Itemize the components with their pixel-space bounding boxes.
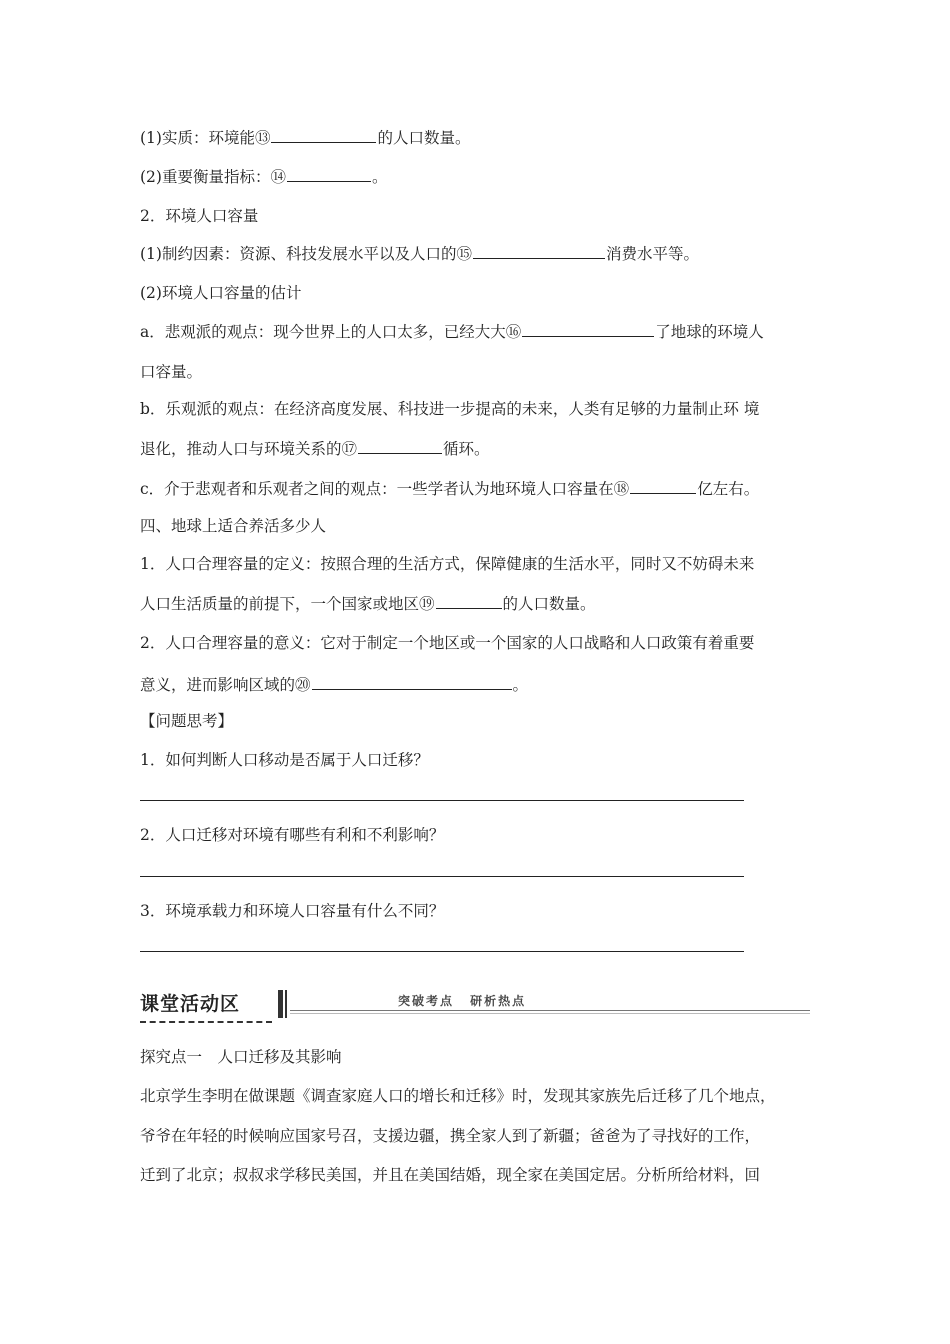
line-3: 2．环境人口容量: [140, 207, 259, 225]
text: 人口生活质量的前提下，一个国家或地区⑲: [140, 595, 435, 613]
text: (1)制约因素：资源、科技发展水平以及人口的⑮: [140, 245, 472, 263]
text: 循环。: [443, 440, 490, 458]
question-3: 3．环境承载力和环境人口容量有什么不同？: [140, 902, 445, 920]
line-9: [140, 439, 490, 459]
text: 退化，推动人口与环境关系的⑰: [140, 440, 358, 458]
line-10: [140, 479, 759, 499]
banner-title: [140, 991, 278, 1017]
line-8: b．乐观派的观点：在经济高度发展、科技进一步提高的未来，人类有足够的力量制止环 境: [140, 400, 760, 418]
text: c．介于悲观者和乐观者之间的观点：一些学者认为地环境人口容量在⑱: [140, 480, 630, 498]
fill-blank-15[interactable]: [473, 244, 605, 259]
line-7: 口容量。: [140, 363, 203, 381]
text: 。: [371, 168, 388, 186]
banner-title-text: 课堂活动区: [140, 993, 241, 1015]
subsection-heading: 探究点一 人口迁移及其影响: [140, 1048, 342, 1066]
answer-line-2[interactable]: [140, 876, 744, 877]
text: 亿左右。: [697, 480, 760, 498]
line-12: 1．人口合理容量的定义：按照合理的生活方式，保障健康的生活水平，同时又不妨碍未来: [140, 555, 755, 573]
banner-rule: [290, 1013, 810, 1014]
fill-blank-16[interactable]: [522, 322, 654, 337]
text: (2)重要衡量指标：⑭: [140, 168, 286, 186]
line-4: [140, 244, 699, 264]
text: 。: [512, 676, 529, 694]
question-1: 1．如何判断人口移动是否属于人口迁移？: [140, 751, 429, 769]
text: (1)实质：环境能⑬: [140, 129, 271, 147]
answer-line-3[interactable]: [140, 951, 744, 952]
banner-divider: [285, 990, 287, 1018]
paragraph-line: 北京学生李明在做课题《调查家庭人口的增长和迁移》时，发现其家族先后迁移了几个地点，: [140, 1087, 776, 1105]
question-2: 2．人口迁移对环境有哪些有利和不利影响？: [140, 826, 445, 844]
line-14: 2．人口合理容量的意义：它对于制定一个地区或一个国家的人口战略和人口政策有着重要: [140, 634, 755, 652]
line-13: [140, 594, 596, 614]
banner-subtitle: 突破考点 研析热点: [398, 994, 527, 1008]
line-5: (2)环境人口容量的估计: [140, 284, 302, 302]
fill-blank-17[interactable]: [358, 439, 442, 454]
text: 意义，进而影响区域的⑳: [140, 676, 311, 694]
fill-blank-20[interactable]: [312, 675, 512, 690]
banner-divider: [278, 990, 283, 1018]
fill-blank-19[interactable]: [436, 594, 502, 609]
banner-underline: [140, 1021, 272, 1023]
fill-blank-13[interactable]: [271, 128, 376, 143]
section-heading: 【问题思考】: [140, 712, 234, 730]
text: 消费水平等。: [605, 245, 699, 263]
line-1: [140, 128, 470, 148]
answer-line-1[interactable]: [140, 800, 744, 801]
line-11: 四、地球上适合养活多少人: [140, 517, 327, 535]
text: 了地球的环境人: [655, 323, 764, 341]
fill-blank-18[interactable]: [630, 479, 696, 494]
text: 的人口数量。: [502, 595, 596, 613]
text: 的人口数量。: [377, 129, 471, 147]
fill-blank-14[interactable]: [287, 167, 371, 182]
section-banner: [140, 988, 812, 1024]
text: a．悲观派的观点：现今世界上的人口太多，已经大大⑯: [140, 323, 522, 341]
paragraph-line: 迁到了北京；叔叔求学移民美国，并且在美国结婚，现全家在美国定居。分析所给材料，回: [140, 1166, 761, 1184]
line-15: [140, 675, 528, 695]
paragraph-line: 爷爷在年轻的时候响应国家号召，支援边疆，携全家人到了新疆；爸爸为了寻找好的工作，: [140, 1127, 761, 1145]
banner-rule: [290, 1010, 810, 1011]
line-2: [140, 167, 387, 187]
line-6: [140, 322, 764, 342]
